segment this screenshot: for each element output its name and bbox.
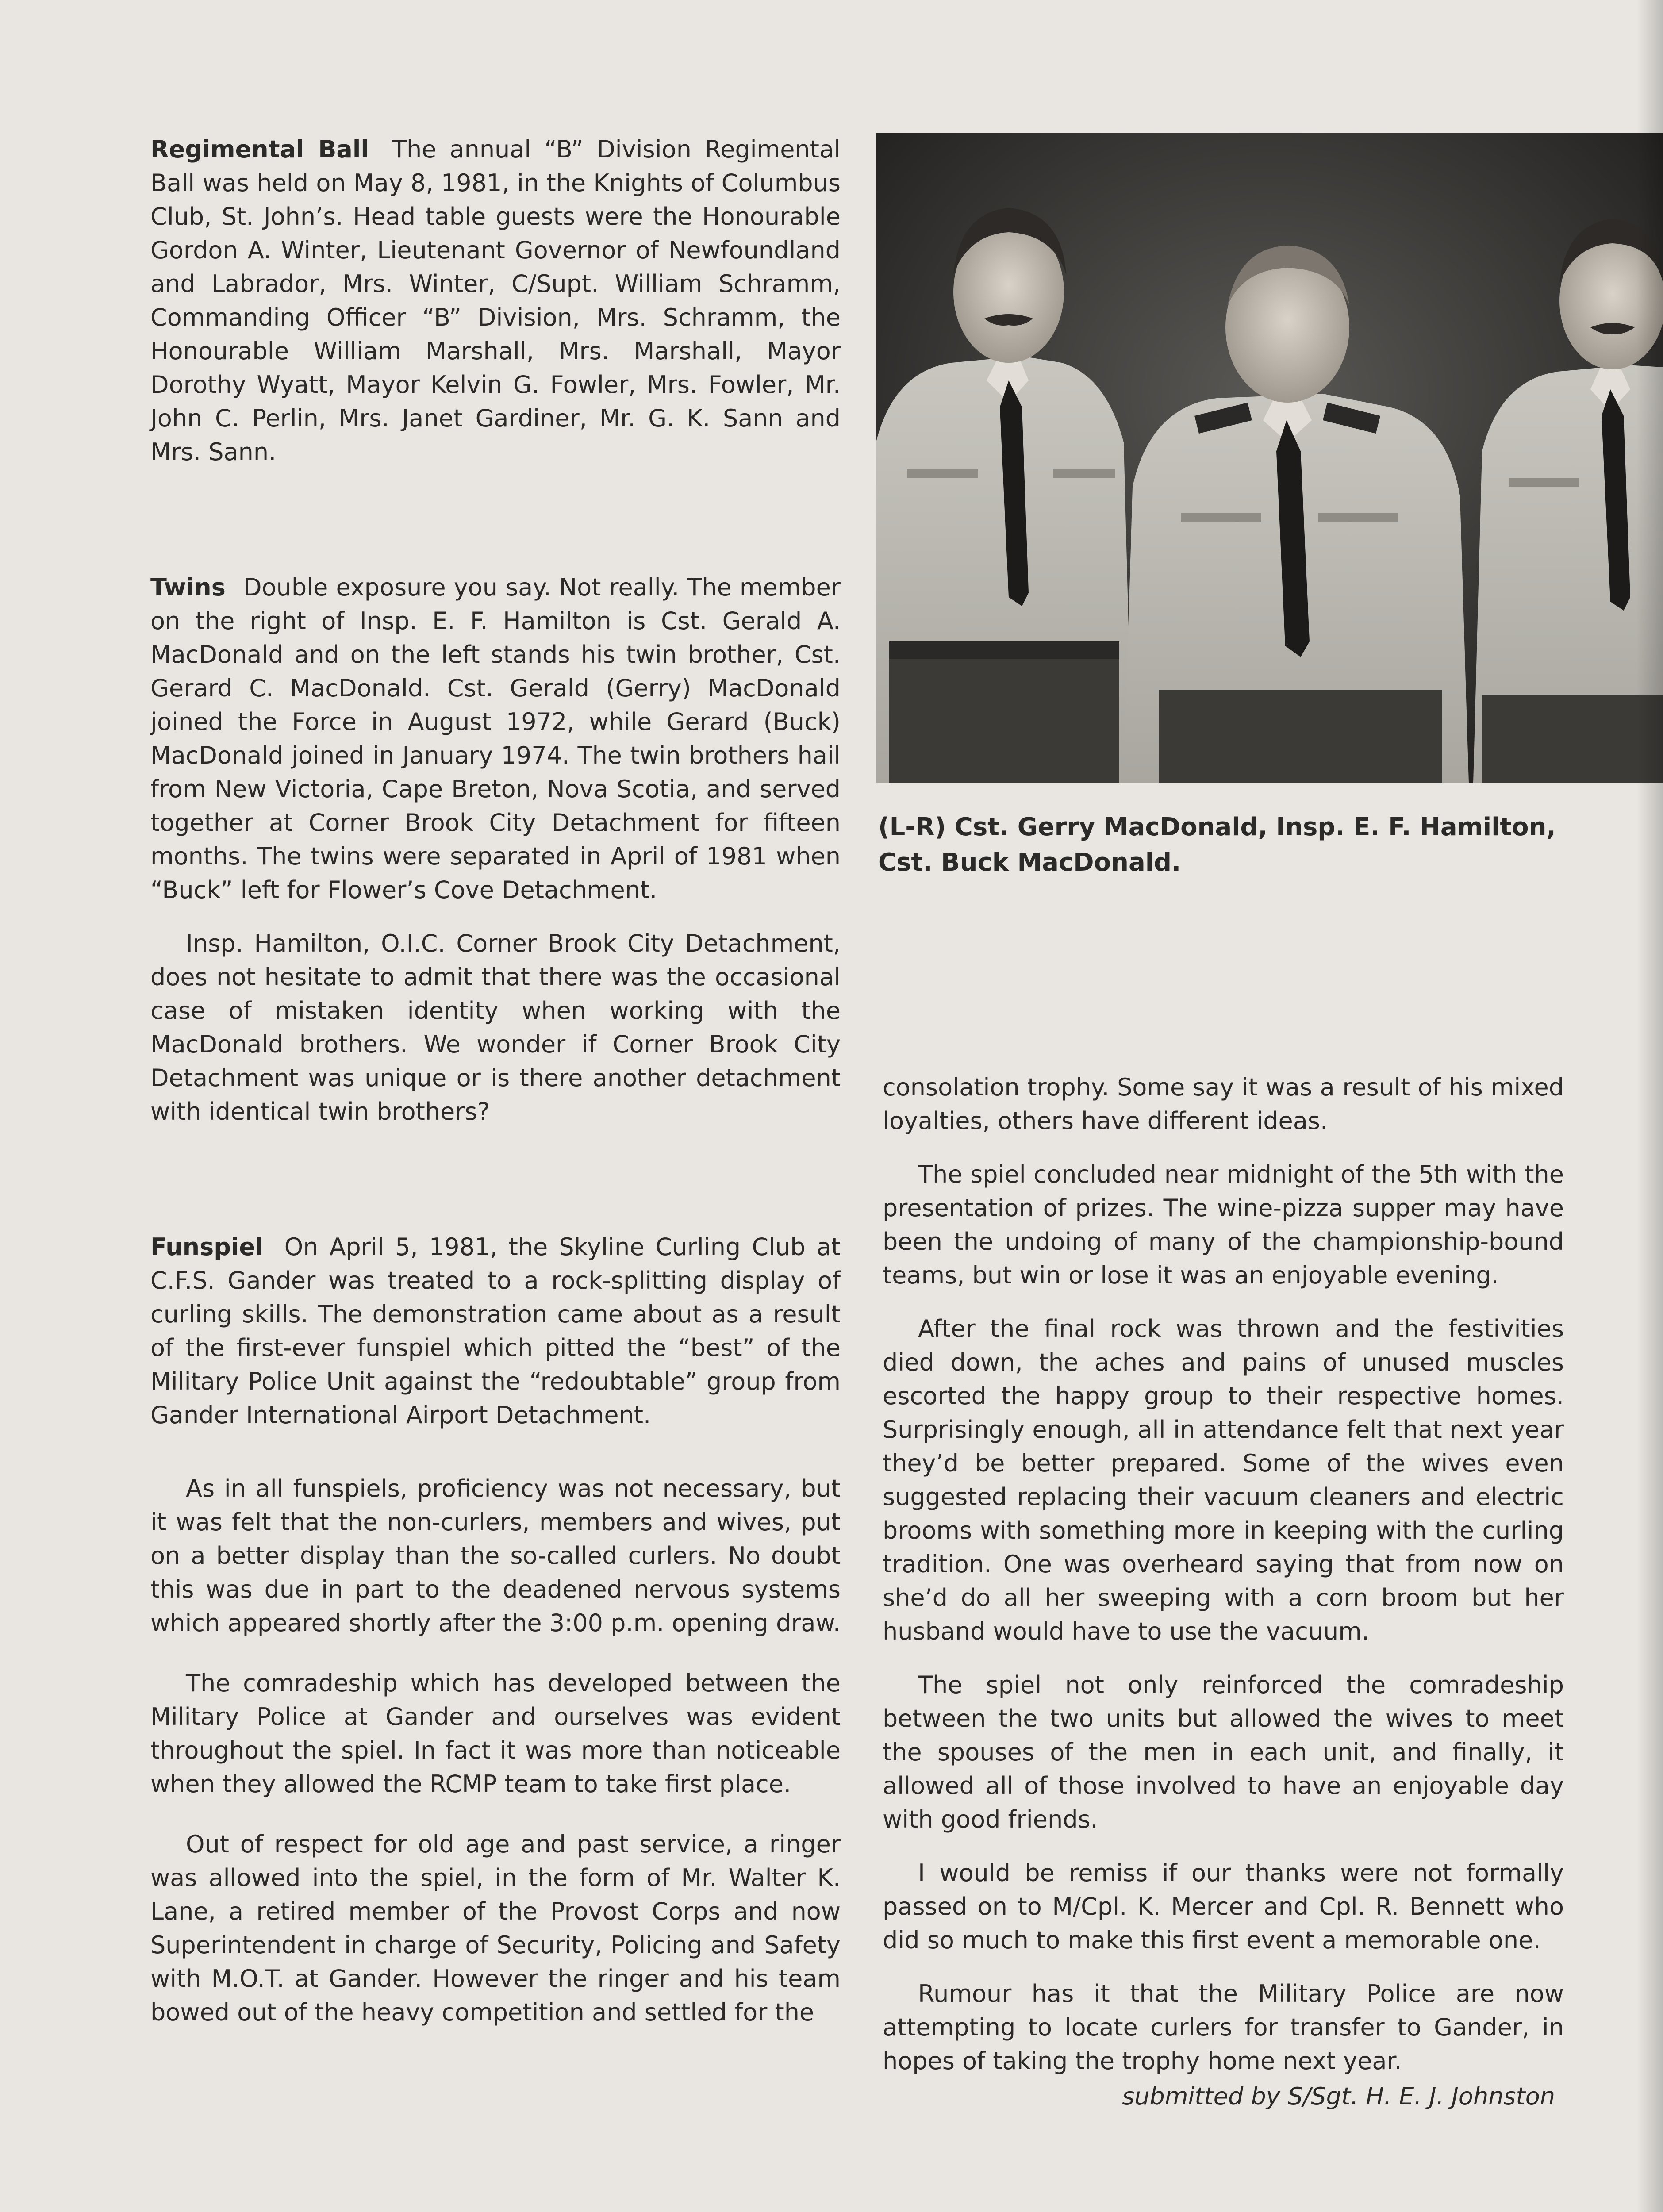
twins-paragraph [150, 571, 841, 907]
right-paragraph-4: The spiel not only reinforced the comradeship between the two units but allowed the wives to meet the spouses of the men in each unit, and finally, it allowed all of those involved to have an enjoyable day with good friends. [883, 1671, 1564, 1833]
right-paragraph-6: Rumour has it that the Military Police are now attempting to locate curlers for transfer to Gander, in hopes of taking the trophy home next year. [883, 1980, 1564, 2075]
page-edge-shadow [1636, 0, 1663, 2212]
funspiel-paragraph-2: As in all funspiels, proficiency was not necessary, but it was felt that the non-curlers, members and wives, put on a better display than the so-called curlers. No doubt this was due in part to the deadened nervous systems which appeared shortly after the 3:00 p.m. opening draw. [150, 1475, 841, 1637]
regimental-ball-heading: Regimental Ball [150, 135, 369, 163]
right-paragraph-2: The spiel concluded near midnight of the 5th with the presentation of prizes. The wine-pizza supper may have been the undoing of many of the championship-bound teams, but win or lose it was an enjoyable evening. [883, 1160, 1564, 1289]
twins-text: Double exposure you say. Not really. The member on the right of Insp. E. F. Hamilton is Cst. Gerald A. MacDonald and on the left stands his twin brother, Cst. Gerard C. MacDonald. Cst. Gerald (Gerry) MacDonald joined the Force in August 1972, while Gerard (Buck) MacDonald joined in January 1974. The twin brothers hail from New Victoria, Cape Breton, Nova Scotia, and served together at Corner Brook City Detachment for fifteen months. The twins were separated in April of 1981 when “Buck” left for Flower’s Cove Detachment. [150, 573, 841, 904]
right-paragraph-3: After the final rock was thrown and the festivities died down, the aches and pains of unused muscles escorted the happy group to their respective homes. Surprisingly enough, all in attendance felt that next year they’d be better prepared. Some of the wives even suggested replacing their vacuum cleaners and electric brooms with something more in keeping with the curling tradition. One was overheard saying that from now on she’d do all her sweeping with a corn broom but her husband would have to use the vacuum. [883, 1315, 1564, 1645]
right-column [883, 1071, 1564, 2113]
funspiel-text: On April 5, 1981, the Skyline Curling Club at C.F.S. Gander was treated to a rock-splitting display of curling skills. The demonstration came about as a result of the first-ever funspiel which pitted the “best” of the Military Police Unit against the “redoubtable” group from Gander International Airport Detachment. [150, 1233, 841, 1429]
regimental-ball-paragraph [150, 133, 841, 469]
funspiel-paragraph-3: The comradeship which has developed between the Military Police at Gander and ourselves was evident throughout the spiel. In fact it was more than noticeable when they allowed the RCMP team to take first place. [150, 1669, 841, 1798]
regimental-ball-text: The annual “B” Division Regimental Ball was held on May 8, 1981, in the Knights of Columbus Club, St. John’s. Head table guests were the Honourable Gordon A. Winter, Lieutenant Governor of Newfoundland and Labrador, Mrs. Winter, C/Supt. William Schramm, Commanding Officer “B” Division, Mrs. Schramm, the Honourable William Marshall, Mrs. Marshall, Mayor Dorothy Wyatt, Mayor Kelvin G. Fowler, Mrs. Fowler, Mr. John C. Perlin, Mrs. Janet Gardiner, Mr. G. K. Sann and Mrs. Sann. [150, 135, 841, 466]
twins-photo [876, 133, 1663, 783]
right-paragraph-5: I would be remiss if our thanks were not formally passed on to M/Cpl. K. Mercer and Cpl. R. Bennett who did so much to make this first event a memorable one. [883, 1859, 1564, 1954]
twins-paragraph-2: Insp. Hamilton, O.I.C. Corner Brook City Detachment, does not hesitate to admit that there was the occasional case of mistaken identity when working with the MacDonald brothers. We wonder if Corner Brook City Detachment was unique or is there another detachment with identical twin brothers? [150, 929, 841, 1125]
twins-heading: Twins [150, 573, 226, 601]
funspiel-paragraph-4: Out of respect for old age and past service, a ringer was allowed into the spiel, in the form of Mr. Walter K. Lane, a retired member of the Provost Corps and now Superintendent in charge of Security, Policing and Safety with M.O.T. at Gander. However the ringer and his team bowed out of the heavy competition and settled for the [150, 1830, 841, 2026]
funspiel-paragraph [150, 1230, 841, 1432]
left-column [150, 133, 841, 2029]
funspiel-heading: Funspiel [150, 1233, 264, 1261]
submission-credit: submitted by S/Sgt. H. E. J. Johnston [1122, 2082, 1555, 2110]
photo-caption: (L-R) Cst. Gerry MacDonald, Insp. E. F. Hamilton, Cst. Buck MacDonald. [878, 813, 1556, 877]
right-paragraph-1: consolation trophy. Some say it was a result of his mixed loyalties, others have different ideas. [883, 1073, 1564, 1135]
